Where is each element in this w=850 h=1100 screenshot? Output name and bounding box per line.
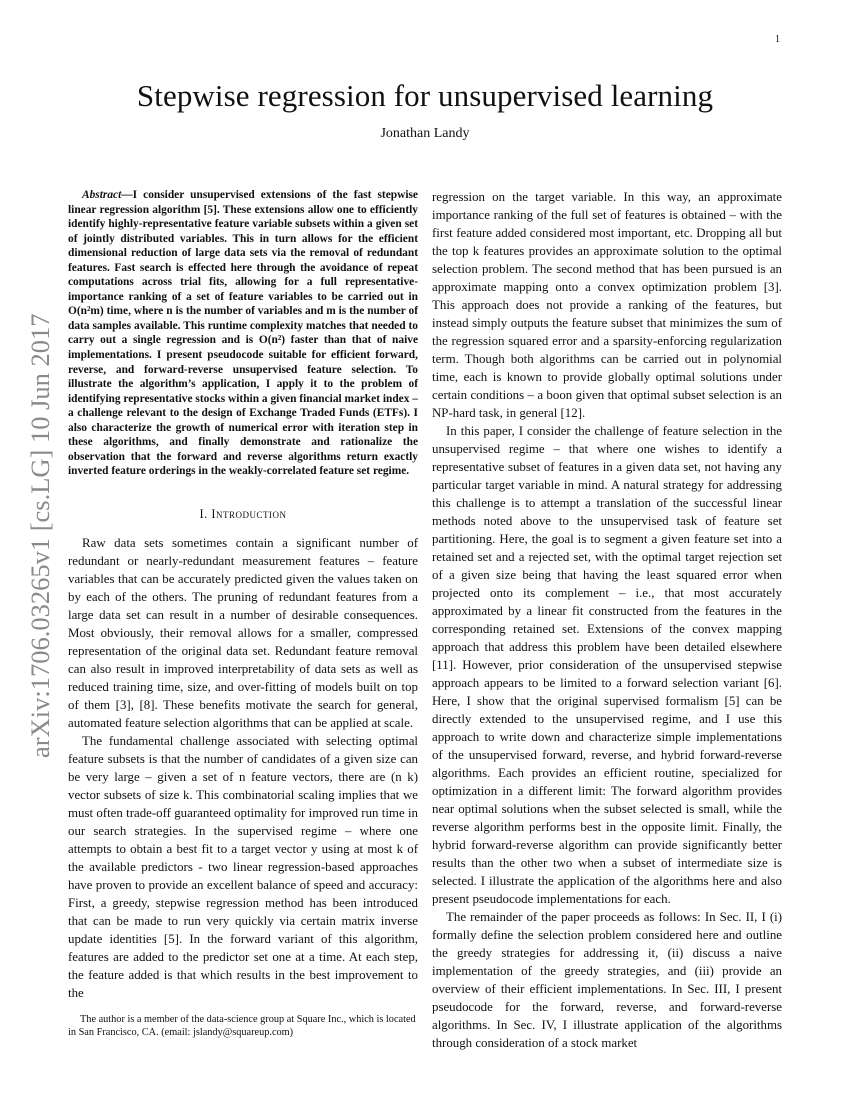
- abstract-label: Abstract: [82, 189, 122, 201]
- intro-paragraph-2: The fundamental challenge associated with selecting optimal feature subsets is that the number of candidates of a given size can be very large – given a set of n feature vectors, there are (n k) vector subsets of size k. This combinatorial scaling implies that we must often trade-off guaranteed optimality for improved run time in our search strategies. In the supervised regime – where one attempts to obtain a best fit to a target vector y using at most k of the available predictors - two linear regression-based approaches have proven to provide an excellent balance of speed and accuracy: First, a greedy, stepwise regression method has been introduced that can be made to run very quickly via certain matrix inverse update identities [5]. In the forward variant of this algorithm, features are added to the predictor set one at a time. At each step, the feature added is that which results in the best improvement to the: [68, 733, 418, 1000]
- abstract-text: —I consider unsupervised extensions of the fast stepwise linear regression algorithm [5]. These extensions allow one to efficiently identify highly-representative feature variable subsets within a given set of jointly distributed variables. This in turn allows for the efficient dimensional reduction of large data sets via the removal of redundant features. Fast search is effected here through the avoidance of repeat computations across trial fits, allowing for a full representative-importance ranking of a set of feature variables to be carried out in O(n²m) time, where n is the number of variables and m is the number of data samples available. This runtime complexity matches that needed to carry out a single regression and is O(n²) faster than that of naive implementations. I present pseudocode suitable for efficient forward, reverse, and forward-reverse unsupervised feature selection. To illustrate the algorithm’s application, I apply it to the problem of identifying representative stocks within a given financial market index – a challenge relevant to the design of Exchange Traded Funds (ETFs). I also characterize the growth of numerical error with iteration step in these algorithms, and finally demonstrate and rationalize the observation that the forward and reverse algorithms return exactly inverted feature orderings in the weakly-correlated feature set regime.: [68, 189, 418, 478]
- footnote: The author is a member of the data-science group at Square Inc., which is located in San Francisco, CA. (email: jslandy@squareup.com): [68, 1014, 416, 1038]
- intro-paragraph-3: regression on the target variable. In this way, an approximate importance ranking of the full set of features is obtained – with the first feature added considered most important, etc. Dropping all but the top k features provides an approximate solution to the optimal selection problem. The second method that has been pursued is an approximate mapping onto a convex optimization problem [3]. This approach does not provide a ranking of the features, but instead simply outputs the feature subset that minimizes the sum of the regression squared error and a sparsity-enforcing regularization term. Though both algorithms can be carried out in polynomial time, each is known to provide globally optimal solutions under certain conditions – a boon given that optimal subset selection is an NP-hard task, in general [12].: [432, 190, 782, 420]
- section-heading: [68, 507, 418, 522]
- intro-paragraph-5: The remainder of the paper proceeds as follows: In Sec. II, I (i) formally define the selection problem considered here and outline the greedy strategies for addressing it, (ii) discuss a naive implementation of the greedy strategies, and (iii) provide an overview of their efficient implementations. In Sec. III, I present pseudocode for the forward, reverse, and forward-reverse algorithms. In Sec. IV, I illustrate application of the algorithms through consideration of a stock market: [432, 910, 782, 1050]
- intro-paragraph-1: Raw data sets sometimes contain a significant number of redundant or nearly-redundant measurement features – feature variables that can be accurately predicted given the values taken on by each of the others. The pruning of redundant features from a large data set can result in a number of desirable consequences. Most obviously, their removal allows for a smaller, compressed representation of the original data set. Redundant feature removal can also result in improved interpretability of data sets as well as reduced training time, size, and over-fitting of models built on top of them [3], [8]. These benefits motivate the search for general, automated feature selection algorithms that can be applied at scale.: [68, 535, 418, 730]
- paper-title: Stepwise regression for unsupervised learning: [136, 78, 714, 113]
- arxiv-stamp: arXiv:1706.03265v1 [cs.LG] 10 Jun 2017: [25, 313, 55, 759]
- section-title: Introduction: [211, 506, 287, 521]
- left-column: [68, 188, 418, 1002]
- section-numeral: I.: [199, 506, 212, 521]
- abstract: [68, 188, 418, 479]
- intro-paragraph-4: In this paper, I consider the challenge of feature selection in the unsupervised regime – that where one wishes to identify a representative subset of features in a given data set, not having any particular target variable in mind. A natural strategy for addressing this challenge is to attempt a translation of the successful linear methods noted above to the unsupervised task of feature set partitioning. Here, the goal is to segment a given feature set into a retained set and a rejected set, with the optimal target rejection set of a given size being that having the least squared error when projected onto its complement – i.e., that most accurately approximated by a linear fit constructed from the features in the corresponding retained set. Extensions of the convex mapping approach that address this problem have been detailed elsewhere [11]. However, prior consideration of the unsupervised stepwise approach appears to be limited to a forward selection variant [6]. Here, I show that the original supervised formalism [5] can be directly extended to the unsupervised regime, and I use this approach to write down and characterize simple implementations of the unsupervised forward, reverse, and hybrid forward-reverse algorithms. Each provides an efficient routine, specialized for optimization in a different limit: The forward algorithm provides near optimal solutions when the subset selected is small, while the reverse algorithm performs best in the opposite limit. Finally, the hybrid forward-reverse algorithm can provide significantly better results than the other two when a subset of intermediate size is selected. I illustrate the application of the algorithms here and also present pseudocode implementations for each.: [432, 424, 782, 906]
- author-name: Jonathan Landy: [380, 126, 470, 141]
- right-column: [432, 188, 782, 1052]
- page-number: 1: [775, 34, 780, 45]
